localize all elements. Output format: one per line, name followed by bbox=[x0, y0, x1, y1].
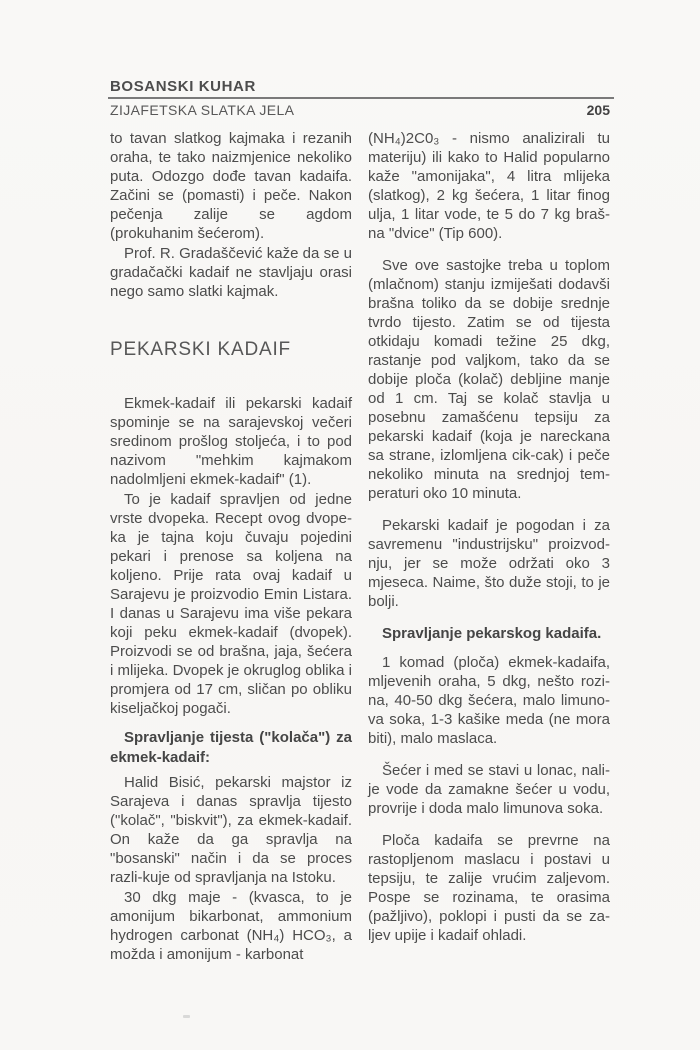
paragraph: Ekmek-kadaif ili pekarski kadaif spominje se na sarajevskoj večeri sredinom prošlog stoljeća, i to pod nazivom "mehkim kajmakom nadolmljeni ekmek-kadaif" (1). bbox=[110, 395, 352, 488]
header-rule bbox=[108, 97, 614, 99]
paragraph-subheading: Spravljanje pekarskog kadaifa. bbox=[382, 625, 602, 642]
paragraph: 30 dkg maje - (kvasca, to je amonijum bikarbonat, ammonium hydrogen carbonat (NH₄) HCO₃, a možda i amonijum - karbonat bbox=[110, 889, 352, 963]
right-column bbox=[368, 129, 610, 965]
scan-artifact bbox=[183, 1015, 190, 1018]
paragraph: Pekarski kadaif je pogodan i za savremenu "industrijsku" proizvod-nju, jer se može održati oko 3 mjeseca. Naime, što duže stoji, to je bolji. bbox=[368, 517, 610, 610]
paragraph: Prof. R. Gradaščević kaže da se u gradačački kadaif ne stavljaju orasi nego samo slatki kajmak. bbox=[110, 245, 352, 300]
paragraph: 1 komad (ploča) ekmek-kadaifa, mljevenih oraha, 5 dkg, nešto rozi-na, 40-50 dkg šećera, malo limuno-va soka, 1-3 kašike meda (ne mora biti), malo maslaca. bbox=[368, 654, 610, 747]
paragraph: to tavan slatkog kajmaka i rezanih oraha, te tako naizmjenice nekoliko puta. Odozgo dođe tavan kadaifa. Začini se (pomasti) i peče. Nakon pečenja zalije se agdom (prokuhanim šećerom). bbox=[110, 130, 352, 242]
chapter-title: ZIJAFETSKA SLATKA JELA bbox=[110, 102, 295, 118]
paragraph: Ploča kadaifa se prevrne na rastopljenom maslacu i postavi u tepsiju, te zalije vrućim zaljevom. Pospe se rozinama, te orasima (pažljivo), poklopi i pusti da se za-ljev upije i kadaif ohladi. bbox=[368, 832, 610, 944]
paragraph: To je kadaif spravljen od jedne vrste dvopeka. Recept ovog dvope-ka je tajna koju čuvaju pojedini pekari i prenose sa koljena na koljeno. Prije rata ovaj kadaif u Sarajevu je proizvodio Emin Listara. I danas u Sarajevu ima više pekara koji peku ekmek-kadaif (dvopek). Proizvodi se od brašna, jaja, šećera i mlijeka. Dvopek je okruglog oblika i promjera od 17 cm, sličan po obliku kiseljačkoj pogači. bbox=[110, 491, 352, 717]
paragraph: (NH₄)2C0₃ - nismo analizirali tu materiju) ili kako to Halid popularno kaže "amonijaka", 4 litra mlijeka (slatkog), 2 kg šećera, 1 litar finog ulja, 1 litar vode, te 5 do 7 kg braš-na "dvice" (Tip 600). bbox=[368, 130, 610, 242]
book-title: BOSANSKI KUHAR bbox=[110, 78, 256, 95]
paragraph: Sve ove sastojke treba u toplom (mlačnom) stanju izmiješati dodavši brašna toliko da se dobije srednje tvrdo tijesto. Zatim se od tijesta otkidaju komadi težine 25 dkg, rastanje pod valjkom, tako da se dobije ploča (kolač) debljine manje od 1 cm. Taj se kolač stavlja u posebnu zamašćenu tepsiju za pekarski kadaif (koja je nareckana sa strane, izlomljena cik-cak) i peče nekoliko minuta na srednjoj tem-peraturi oko 10 minuta. bbox=[368, 257, 610, 502]
page-number: 205 bbox=[586, 102, 610, 118]
left-column bbox=[110, 129, 352, 965]
page-header bbox=[110, 78, 610, 118]
paragraph: Halid Bisić, pekarski majstor iz Sarajeva i danas spravlja tijesto ("kolač", "biskvit"), za ekmek-kadaif. On kaže da ga spravlja na "bosanski" način i da se proces razli-kuje od spravljanja na Istoku. bbox=[110, 774, 352, 886]
section-heading: PEKARSKI KADAIF bbox=[110, 339, 291, 360]
paragraph: Šećer i med se stavi u lonac, nali-je vode da zamakne šećer u vodu, provrije i doda malo limunova soka. bbox=[368, 762, 610, 817]
paragraph-subheading: Spravljanje tijesta ("kolača") za ekmek-kadaif: bbox=[110, 729, 352, 766]
text-columns bbox=[110, 129, 610, 965]
header-row bbox=[110, 102, 610, 118]
